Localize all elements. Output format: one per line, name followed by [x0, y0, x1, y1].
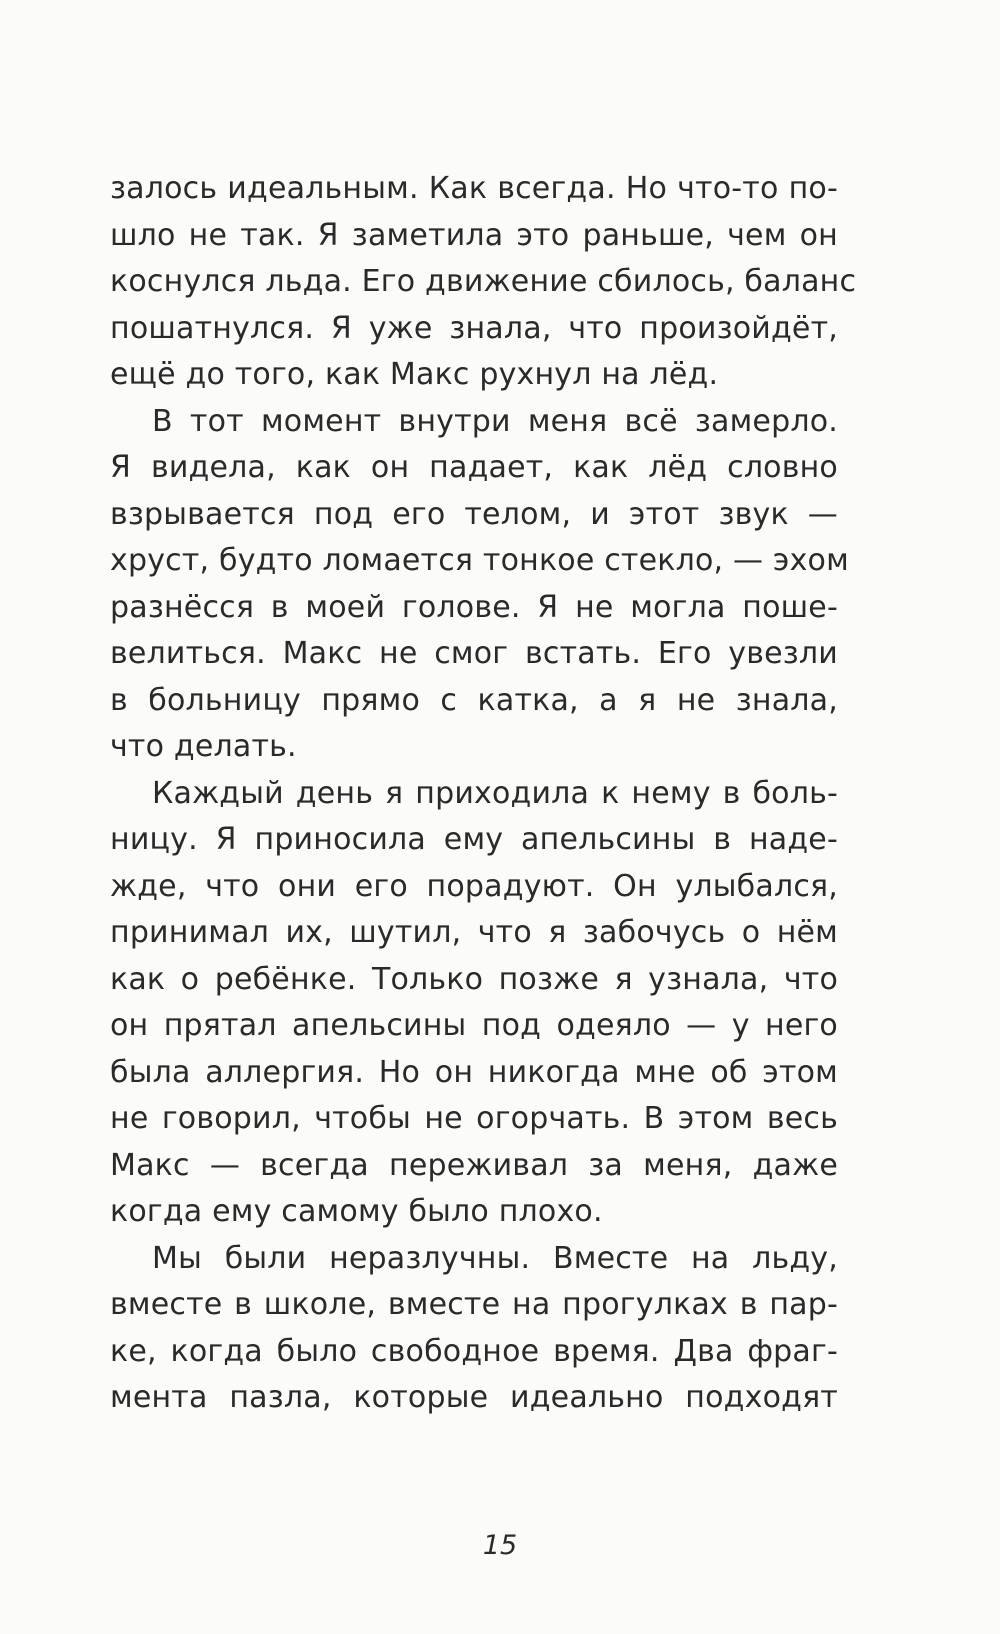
text-line: коснулся льда. Его движение сбилось, баланс	[110, 264, 857, 299]
paragraph-4	[110, 1236, 838, 1422]
text-line: залось идеальным. Как всегда. Но что-то по-	[110, 171, 838, 206]
text-line: мента пазла, которые идеально подходят	[110, 1380, 838, 1415]
paragraph-2	[110, 399, 849, 771]
text-line: взрывается под его телом, и этот звук —	[110, 496, 838, 532]
text-line: ке, когда было свободное время. Два фраг-	[110, 1333, 838, 1369]
text-line: когда ему самому было плохо.	[110, 1194, 603, 1229]
text-line: принимал их, шутил, что я забочусь о нём	[110, 915, 838, 950]
text-line: что делать.	[110, 729, 297, 764]
text-line: была аллергия. Но он никогда мне об этом	[110, 1054, 838, 1090]
text-line: ещё до того, как Макс рухнул на лёд.	[110, 357, 719, 392]
text-line: шло не так. Я заметила это раньше, чем он	[110, 217, 838, 253]
text-line: велиться. Макс не смог встать. Его увезли	[110, 636, 838, 671]
text-line: жде, что они его порадуют. Он улыбался,	[110, 868, 838, 904]
text-line: как о ребёнке. Только позже я узнала, что	[110, 961, 838, 997]
paragraph-3	[110, 771, 838, 1236]
text-line: Каждый день я приходила к нему в боль-	[152, 775, 838, 811]
body-text	[110, 166, 857, 1422]
text-line: вместе в школе, вместе на прогулках в пар-	[110, 1287, 838, 1322]
text-line: ницу. Я приносила ему апельсины в наде-	[110, 822, 838, 857]
text-line: Я видела, как он падает, как лёд словно	[110, 450, 838, 485]
page-number: 15	[482, 1530, 518, 1561]
paragraph-1	[110, 166, 857, 399]
text-line: он прятал апельсины под одеяло — у него	[110, 1008, 838, 1043]
text-line: хруст, будто ломается тонкое стекло, — эхом	[110, 543, 849, 578]
text-line: В тот момент внутри меня всё замерло.	[152, 403, 838, 439]
text-line: пошатнулся. Я уже знала, что произойдёт,	[110, 310, 838, 346]
text-line: не говорил, чтобы не огорчать. В этом весь	[110, 1101, 838, 1136]
text-line: разнёсся в моей голове. Я не могла поше-	[110, 589, 838, 625]
text-line: Макс — всегда переживал за меня, даже	[110, 1147, 838, 1183]
text-line: Мы были неразлучны. Вместе на льду,	[152, 1240, 838, 1276]
text-line: в больницу прямо с катка, а я не знала,	[110, 682, 838, 718]
